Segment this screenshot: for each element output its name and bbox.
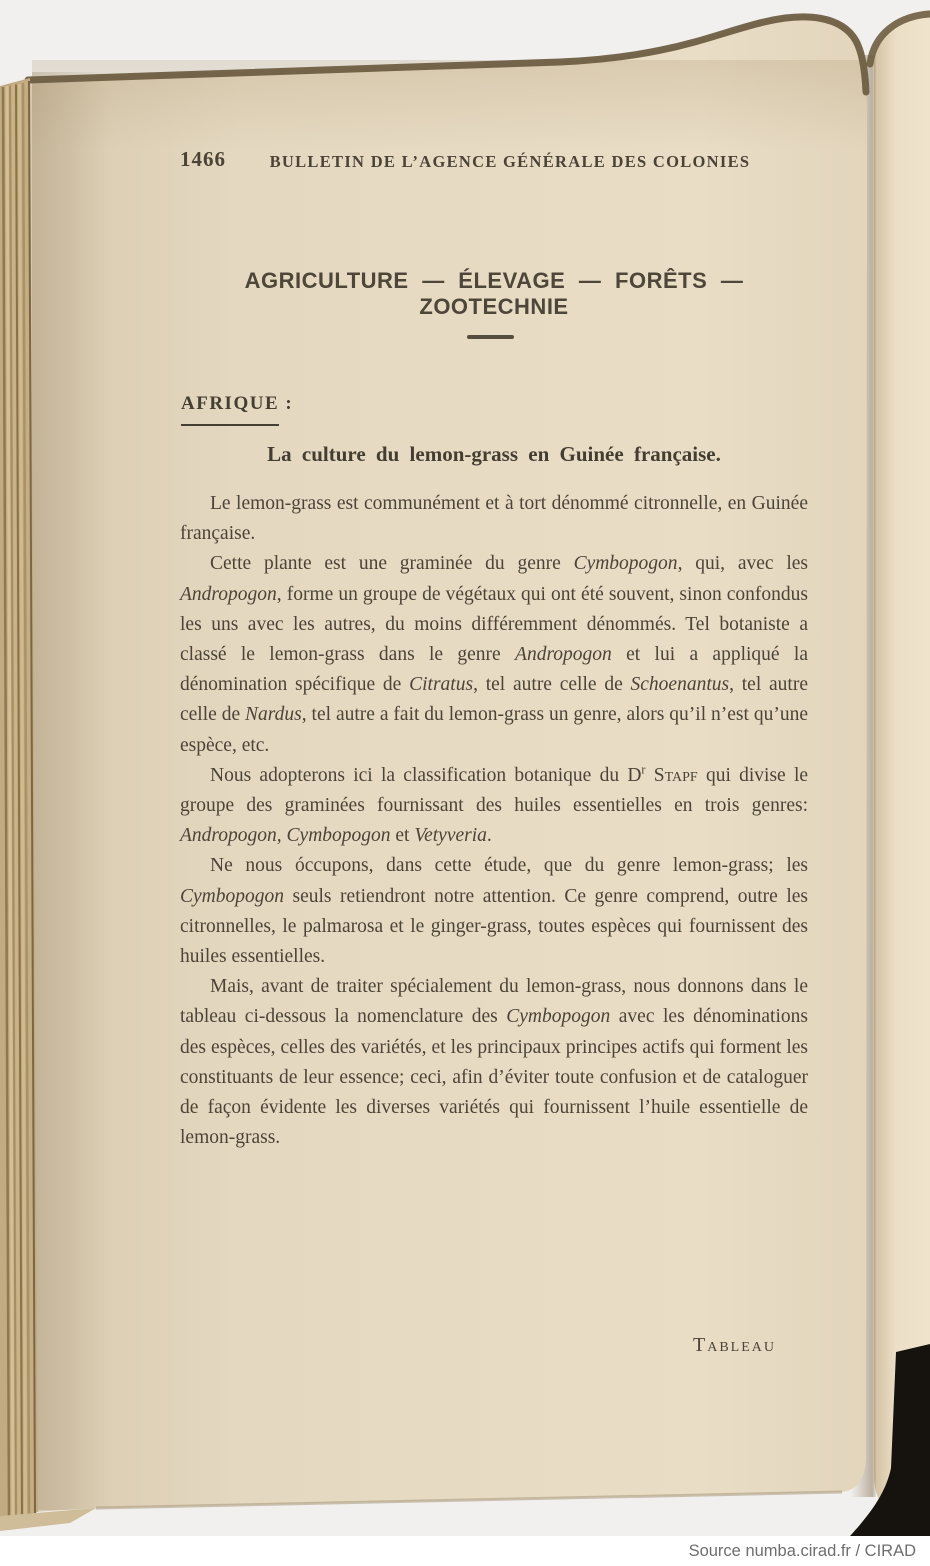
journal-title: BULLETIN DE L’AGENCE GÉNÉRALE DES COLONIES xyxy=(269,152,751,171)
right-page xyxy=(874,10,930,1505)
section-rubric: AGRICULTURE — ÉLEVAGE — FORÊTS — ZOOTECHNIE xyxy=(244,268,744,319)
page-number: 1466 xyxy=(180,147,226,171)
page-left-shading xyxy=(32,72,110,1510)
table-callout: Tableau xyxy=(693,1334,776,1356)
article-title: La culture du lemon-grass en Guinée française. xyxy=(267,442,721,466)
body-paragraph: Ne nous óccupons, dans cette étude, que du genre lemon-grass; les Cymbopogon seuls retiendront notre attention. Ce genre comprend, outre les citronnelles, le palmarosa et le ginger-grass, toutes espèces qui fournissent des huiles essentielles. xyxy=(180,855,808,968)
source-credit: Source numba.cirad.fr / CIRAD xyxy=(688,1541,916,1560)
body-paragraph: Nous adopterons ici la classification botanique du $D^r$ Stapf qui divise le groupe des graminées fournissant des huiles essentielles en trois genres: Andropogon, Cymbopogon et Vetyveria. xyxy=(180,762,809,847)
body-paragraph: Le lemon-grass est communément et à tort dénommé citronnelle, en Guinée française. xyxy=(180,493,808,545)
region-label: AFRIQUE : xyxy=(181,393,294,414)
body-paragraph: Cette plante est une graminée du genre Cymbopogon, qui, avec les Andropogon, forme un groupe de végétaux qui ont été souvent, sinon confondus les uns avec les autres, du moins différemment dénommés. Tel botaniste a classé le lemon-grass dans le genre Andropogon et lui a appliqué la dénomination spécifique de Citratus, tel autre celle de Schoenantus, tel autre celle de Nardus, tel autre a fait du lemon-grass un genre, alors qu’il n’est qu’une espèce, etc. xyxy=(180,553,809,756)
body-paragraph: Mais, avant de traiter spécialement du lemon-grass, nous donnons dans le tableau ci-dessous la nomenclature des Cymbopogon avec les dénominations des espèces, celles des variétés, et les principaux principes actifs qui forment les constituants de leur essence; ceci, afin d’éviter toute confusion et de cataloguer de façon évidente les diverses variétés qui fournissent l’huile essentielle de lemon-grass. xyxy=(180,976,808,1149)
source-bar xyxy=(0,1536,930,1566)
region-label-underline xyxy=(181,424,279,426)
article-body xyxy=(180,489,808,1153)
rubric-divider xyxy=(467,335,514,339)
